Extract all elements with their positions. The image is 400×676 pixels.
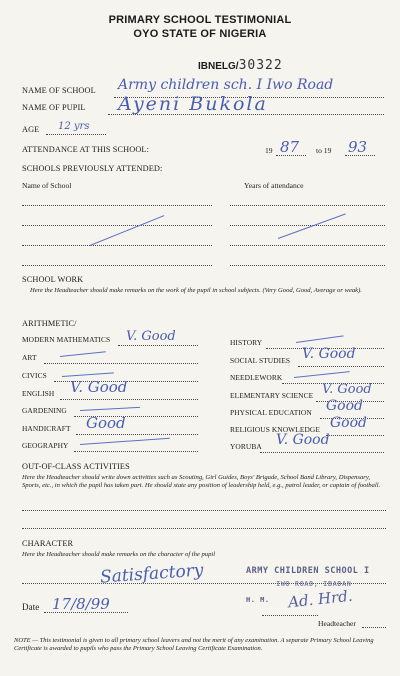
strike-mark-schools <box>90 215 165 246</box>
school-name-label: NAME OF SCHOOL <box>22 86 96 95</box>
year-from-value: 87 <box>280 138 300 156</box>
attendance-label: ATTENDANCE AT THIS SCHOOL: <box>22 145 149 154</box>
school-stamp-line2: IWO ROAD, IBADAN <box>276 580 352 588</box>
previous-schools-heading: SCHOOLS PREVIOUSLY ATTENDED: <box>22 164 163 173</box>
previous-school-line-4 <box>22 265 212 266</box>
previous-years-line-1 <box>230 205 385 206</box>
strike-mark-gardening <box>80 407 140 411</box>
subject-grade-social-studies: V. Good <box>302 346 356 362</box>
strike-mark-history <box>296 335 344 343</box>
subject-line-art <box>44 363 198 364</box>
testimonial-note <box>14 637 388 653</box>
subject-label-religious-knowledge: RELIGIOUS KNOWLEDGE <box>230 425 320 434</box>
subject-line-handicraft <box>76 434 198 435</box>
character-value: Satisfactory <box>99 560 205 588</box>
pupil-name-label: NAME OF PUPIL <box>22 103 86 112</box>
previous-school-line-1 <box>22 205 212 206</box>
subject-line-modern-mathematics <box>118 345 198 346</box>
strike-mark-needlework <box>294 371 350 378</box>
subject-line-geography <box>74 451 198 452</box>
subject-grade-yoruba: V. Good <box>276 432 330 448</box>
subject-label-elementary-science: ELEMENTARY SCIENCE <box>230 391 314 400</box>
character-heading: CHARACTER <box>22 539 74 548</box>
subject-label-physical-education: PHYSICAL EDUCATION <box>230 408 312 417</box>
activities-heading: OUT-OF-CLASS ACTIVITIES <box>22 462 130 471</box>
strike-mark-years <box>278 213 346 239</box>
previous-school-line-2 <box>22 225 212 226</box>
school-work-heading: SCHOOL WORK <box>22 275 84 284</box>
serial-digits: 30322 <box>238 58 283 73</box>
age-label: AGE <box>22 125 40 134</box>
note-text: NOTE — This testimonial is given to all primary school leavers and not the merit of any examination. A separate Primary School Leaving Certificate is awarded to pupils who pass the Primary School Leaving Certificate Examination. <box>14 637 374 653</box>
subject-label-handicraft: HANDICRAFT <box>22 424 71 433</box>
serial-number <box>198 56 283 74</box>
subject-grade-handicraft: Good <box>86 414 126 432</box>
strike-mark-geography <box>80 438 170 445</box>
previous-years-line-3 <box>230 245 385 246</box>
subject-grade-modern-mathematics: V. Good <box>126 329 176 344</box>
pupil-name-value: Ayeni Bukola <box>118 93 268 115</box>
previous-schools-name-col: Name of School <box>22 181 72 190</box>
character-instruction: Here the Headteacher should make remarks on the character of the pupil <box>22 551 216 558</box>
document-title: PRIMARY SCHOOL TESTIMONIAL <box>108 14 292 26</box>
subject-grade-english: V. Good <box>70 378 128 396</box>
subject-grade-elementary-science: V. Good <box>322 382 372 397</box>
date-value: 17/8/99 <box>52 595 110 613</box>
subject-label-needlework: NEEDLEWORK <box>230 373 283 382</box>
strike-mark-art <box>60 351 106 357</box>
previous-school-line-3 <box>22 245 212 246</box>
previous-years-line-4 <box>230 265 385 266</box>
subject-label-english: ENGLISH <box>22 389 55 398</box>
year-from-prefix: 19 <box>265 146 273 155</box>
headteacher-label: Headteacher <box>318 619 356 628</box>
activities-line-2 <box>22 528 386 529</box>
headteacher-line <box>362 627 386 628</box>
subject-label-civics: CIVICS <box>22 371 47 380</box>
age-line <box>46 134 106 135</box>
school-work-instruction: Here the Headteacher should make remarks on the work of the pupil in school subjects. (Very Good, Good, Average or weak). <box>30 287 362 294</box>
age-value: 12 yrs <box>58 121 90 132</box>
subject-line-social-studies <box>298 366 384 367</box>
subject-label-modern-mathematics: MODERN MATHEMATICS <box>22 335 111 344</box>
subject-label-art: ART <box>22 353 37 362</box>
school-name-value: Army children sch. I Iwo Road <box>118 77 334 93</box>
subject-label-social-studies: SOCIAL STUDIES <box>230 356 291 365</box>
subject-label-geography: GEOGRAPHY <box>22 441 69 450</box>
school-stamp-line1: ARMY CHILDREN SCHOOL I <box>246 566 370 576</box>
date-label: Date <box>22 602 40 612</box>
subject-line-yoruba <box>260 452 384 453</box>
subject-line-religious-knowledge <box>326 435 384 436</box>
subject-label-history: HISTORY <box>230 338 263 347</box>
year-to-value: 93 <box>348 138 368 156</box>
previous-schools-years-col: Years of attendance <box>244 181 304 190</box>
signature-line <box>262 615 318 616</box>
document-subtitle: OYO STATE OF NIGERIA <box>133 28 267 40</box>
headteacher-signature: Ad. Hrd. <box>287 586 354 612</box>
subject-label-yoruba: YORUBA <box>230 442 262 451</box>
strike-mark-civics <box>62 372 114 377</box>
subject-grade-physical-education: Good <box>326 398 364 414</box>
year-to-label: to 19 <box>316 146 332 155</box>
school-stamp-line3: H. M. <box>246 596 270 604</box>
previous-years-line-2 <box>230 225 385 226</box>
serial-prefix: IBNELG/ <box>198 61 239 72</box>
subject-grade-religious-knowledge: Good <box>330 415 368 431</box>
subject-line-english <box>60 399 198 400</box>
activities-instruction: Here the Headteacher should write down activities such as Scouting, Girl Guides, Boys' Brigade, School Band Library, Dispensary, Sports, etc., in which the pupil has taken part. He should state any position of leadership held, e.g., patrol leader, or captain of football. <box>22 474 381 490</box>
arithmetic-label: ARITHMETIC/ <box>22 319 77 328</box>
activities-line-1 <box>22 510 386 511</box>
subject-label-gardening: GARDENING <box>22 406 67 415</box>
